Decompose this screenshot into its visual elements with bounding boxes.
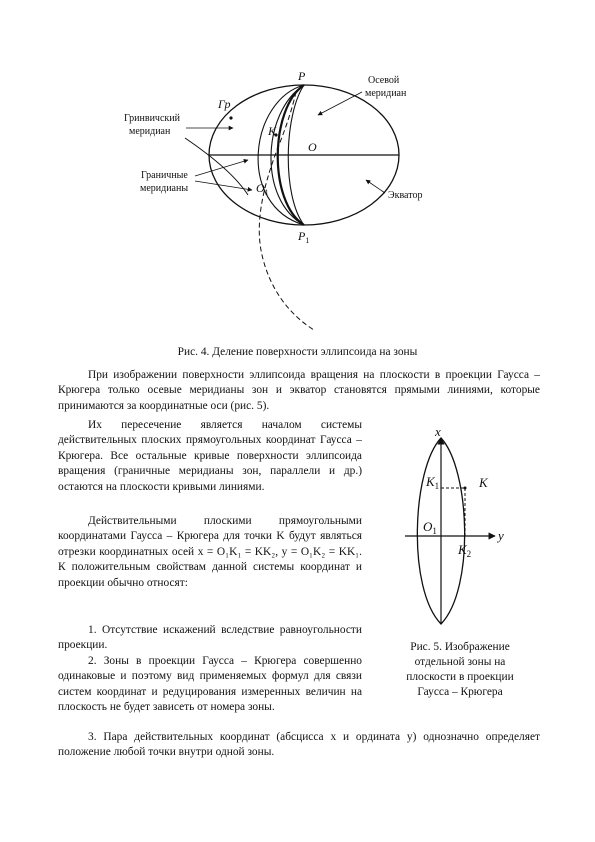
label-greenwich-1: Гринвичский (124, 113, 180, 124)
label-equator: Экватор (388, 190, 423, 201)
equator-pointer (366, 180, 385, 193)
label-p: P (298, 69, 306, 83)
figure-5-caption-line-4: Гаусса – Крюгера (417, 686, 503, 698)
label-p1: $P_1$ (298, 229, 310, 245)
figure-4-ellipsoid (0, 0, 595, 360)
figure-5-zone (395, 424, 525, 634)
paragraph-1: При изображении поверхности эллипсоида вращения на плоскости в проекции Гаусса – Крюгера только осевые меридианы зон и экватор становятся прямыми линиями, которые принимаются за координатные оси (рис. 5). (58, 369, 540, 412)
paragraph-2: Их пересечение является началом системы действительных плоских прямоугольных координат Гаусса – Крюгера. Все остальные кривые поверхности эллипсоида вращения (граничные меридианы зон, параллели и др.) остаются на плоскости кривыми линиями. (58, 419, 362, 493)
point-k (464, 487, 467, 490)
label-boundary-1: Граничные (141, 170, 188, 181)
paragraph-5: 2. Зоны в проекции Гаусса – Крюгера совершенно одинаковые и поэтому вид применяемых формул для связи систем координат и редуцирования измеренных величин на плоскость не будет зависеть от номера зоны. (58, 655, 362, 714)
figure-5-caption-line-2: отдельной зоны на (414, 656, 506, 668)
paragraph-4: 1. Отсутствие искажений вследствие равноугольности проекции. (58, 624, 362, 652)
label-k: K (479, 475, 488, 490)
label-y: y (498, 528, 504, 543)
label-gr: Гр (218, 97, 231, 111)
label-axial-2: меридиан (365, 88, 407, 99)
figure-5-caption-line-3: плоскости в проекции (406, 671, 514, 683)
label-x: x (435, 424, 441, 439)
label-k1: $K_1$ (426, 474, 440, 491)
label-boundary-2: меридианы (140, 183, 189, 194)
point-gr (229, 116, 232, 119)
boundary-pointer-1 (195, 160, 248, 176)
paragraph-6: 3. Пара действительных координат (абсцисса x и ордината y) однозначно определяет положение любой точки внутри одной зоны. (58, 731, 540, 759)
label-k: K (268, 124, 277, 138)
label-o1: $O_1$ (423, 519, 437, 536)
figure-4-caption: Рис. 4. Деление поверхности эллипсоида на зоны (177, 346, 418, 358)
label-k2: $K_2$ (458, 542, 472, 559)
figure-5-caption (380, 640, 540, 700)
curved-arrow (185, 138, 248, 195)
label-greenwich-2: меридиан (129, 126, 171, 137)
label-axial-1: Осевой (368, 75, 400, 86)
label-o: O (308, 140, 317, 154)
paragraph-3: Действительными плоскими прямоугольными координатами Гаусса – Крюгера для точки K будут являться отрезки координатных осей x = O₁K₁ = KK₂, y = O₁K₂ = KK₁. К положительным свойствам данной системы координат и проекции обычно относят: (58, 515, 362, 589)
boundary-pointer-2 (195, 181, 252, 190)
figure-5-caption-line-1: Рис. 5. Изображение (410, 641, 510, 653)
label-o1: $O_1$ (256, 181, 269, 197)
axial-pointer (318, 92, 362, 115)
